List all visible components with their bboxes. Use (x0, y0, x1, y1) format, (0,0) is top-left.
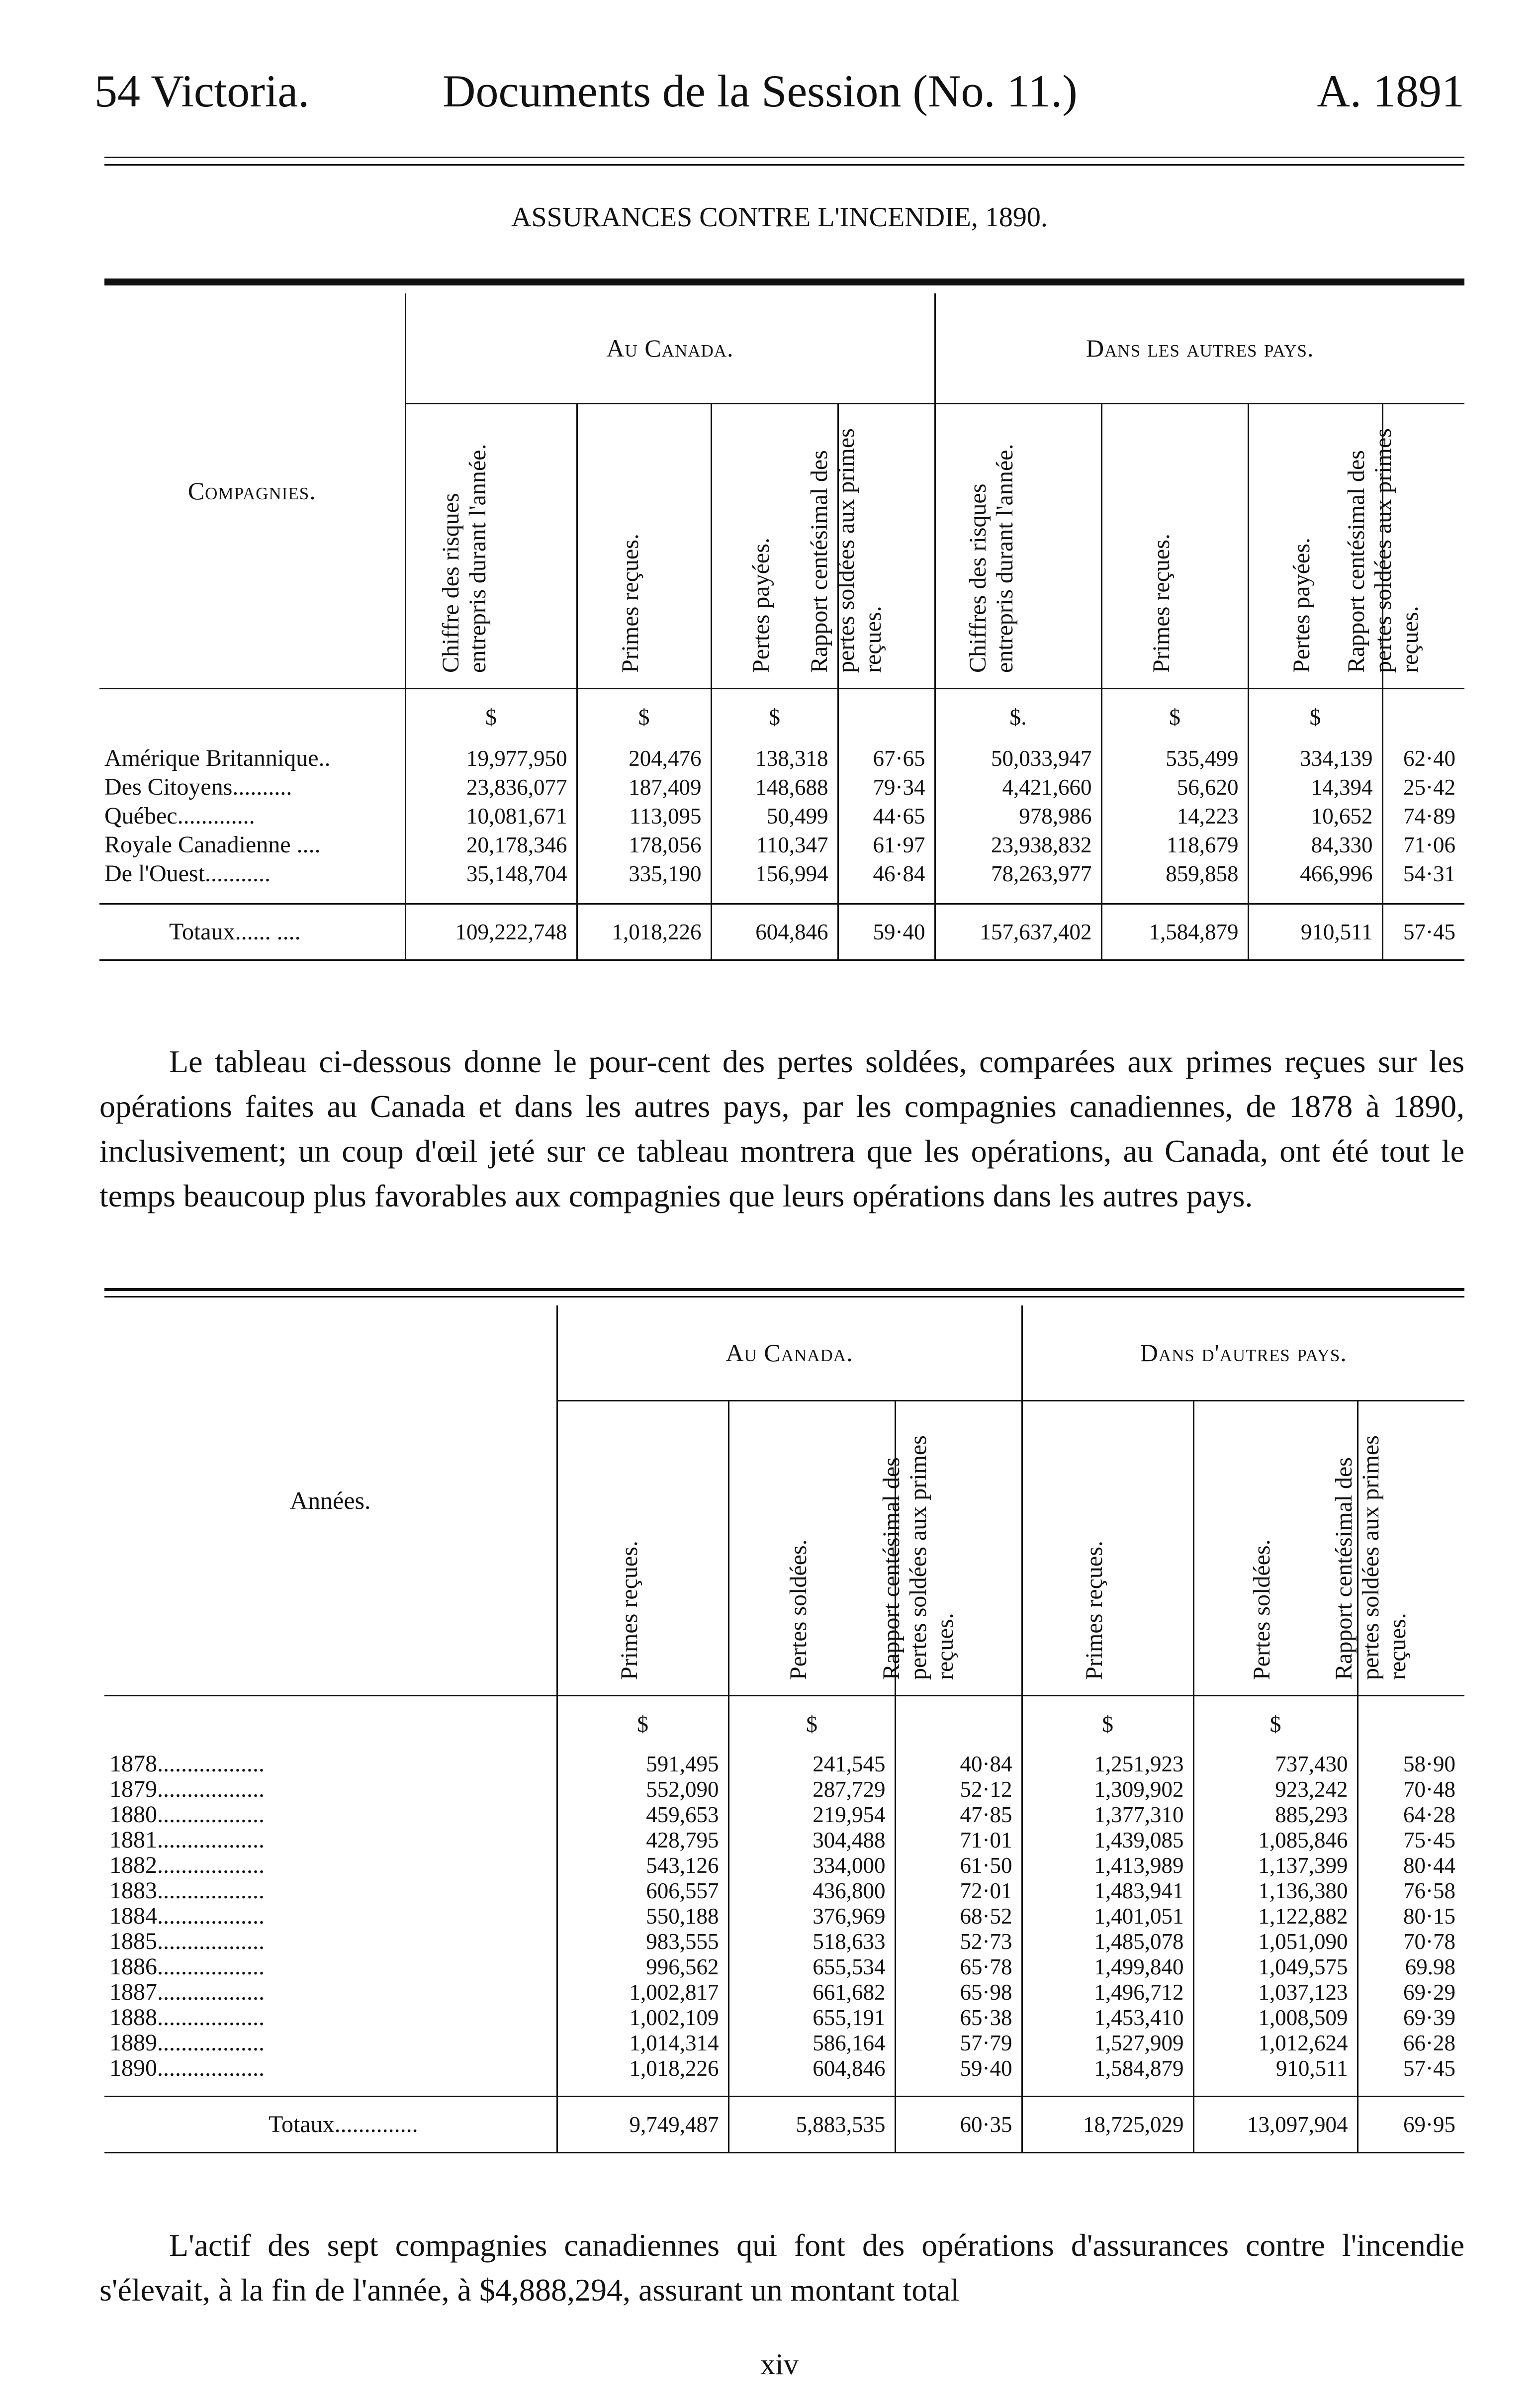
table-cell: 75·45 (1358, 1827, 1464, 1852)
table-cell: 61·97 (838, 831, 935, 859)
table-cell: 1,401,051 (1022, 1903, 1193, 1929)
table-row (99, 773, 1464, 802)
company-name: Amérique Britannique.. (104, 745, 331, 771)
table-cell: 70·48 (1358, 1776, 1464, 1802)
table-cell: 1,413,989 (1022, 1852, 1193, 1878)
table-cell: 550,188 (557, 1903, 728, 1929)
table-cell: 219,954 (728, 1802, 895, 1827)
col-header: Rapport centésimal des pertes soldées aux primes reçues. (1382, 404, 1464, 689)
year-label: 1886.................. (109, 1954, 265, 1979)
table-cell: 459,653 (557, 1802, 728, 1827)
col-header: Pertes payées. (711, 404, 838, 689)
table-cell: 23,836,077 (405, 773, 577, 802)
table-cell: 655,534 (728, 1954, 895, 1979)
table-row (104, 1903, 1464, 1929)
table-cell: 25·42 (1382, 773, 1464, 802)
fire-insurance-table-1890 (99, 293, 1464, 961)
table-cell: 428,795 (557, 1827, 728, 1852)
table-cell: 1,037,123 (1193, 1979, 1358, 2005)
group-au-canada: Au Canada. (405, 293, 935, 404)
table-cell: 84,330 (1248, 831, 1382, 859)
col-header: Chiffres des risques entrepris durant l'année. (935, 404, 1101, 689)
loss-ratio-table-1878-1890 (104, 1305, 1464, 2153)
year-label: 1890.................. (109, 2055, 265, 2081)
table-row (99, 831, 1464, 859)
table-cell: 52·12 (895, 1776, 1022, 1802)
table-row (104, 2055, 1464, 2081)
table-cell: 46·84 (838, 859, 935, 888)
table-cell: 591,495 (557, 1751, 728, 1776)
table-cell: 56,620 (1101, 773, 1248, 802)
table-cell: 57·45 (1358, 2055, 1464, 2081)
table-cell: 996,562 (557, 1954, 728, 1979)
table-cell: 79·34 (838, 773, 935, 802)
table-cell: 604,846 (728, 2055, 895, 2081)
table-cell: 1,377,310 (1022, 1802, 1193, 1827)
table-cell: 148,688 (711, 773, 838, 802)
table-cell: 110,347 (711, 831, 838, 859)
table-cell: 59·40 (895, 2055, 1022, 2081)
closing-paragraph: L'actif des sept compagnies canadiennes qui font des opérations d'assurances contre l'incendie s'élevait, à la fin de l'année, à $4,888,294, assurant un montant total (99, 2227, 1464, 2308)
table-cell: 50,499 (711, 802, 838, 831)
table-cell: 885,293 (1193, 1802, 1358, 1827)
table-cell: 661,682 (728, 1979, 895, 2005)
table1-top-rule (104, 278, 1464, 285)
year-label: 1884.................. (109, 1903, 265, 1929)
table-cell: 71·01 (895, 1827, 1022, 1852)
table-cell: 334,139 (1248, 744, 1382, 773)
table-cell: 1,485,078 (1022, 1929, 1193, 1954)
table-cell: 1,012,624 (1193, 2030, 1358, 2055)
col-header: Rapport centésimal des pertes soldées aux primes reçues. (1358, 1401, 1464, 1696)
table-cell: 52·73 (895, 1929, 1022, 1954)
col-header: Primes reçues. (557, 1401, 728, 1696)
units-row: $ $ $ $ (104, 1696, 1464, 1752)
table-cell: 20,178,346 (405, 831, 577, 859)
year-label: 1887.................. (109, 1979, 265, 2005)
table-row (104, 1827, 1464, 1852)
table-cell: 1,527,909 (1022, 2030, 1193, 2055)
table-cell: 178,056 (577, 831, 711, 859)
table-cell: 69·39 (1358, 2005, 1464, 2030)
table-cell: 1,085,846 (1193, 1827, 1358, 1852)
table-cell: 19,977,950 (405, 744, 577, 773)
table-row (99, 802, 1464, 831)
table-cell: 65·98 (895, 1979, 1022, 2005)
table-cell: 376,969 (728, 1903, 895, 1929)
table-cell: 436,800 (728, 1878, 895, 1903)
table-cell: 68·52 (895, 1903, 1022, 1929)
table-cell: 54·31 (1382, 859, 1464, 888)
table-cell: 67·65 (838, 744, 935, 773)
company-name: Québec............. (104, 803, 255, 829)
table2-top-rule-2 (104, 1296, 1464, 1297)
table-cell: 241,545 (728, 1751, 895, 1776)
table-cell: 58·90 (1358, 1751, 1464, 1776)
col-header: Pertes soldées. (1193, 1401, 1358, 1696)
table-cell: 65·78 (895, 1954, 1022, 1979)
table-cell: 138,318 (711, 744, 838, 773)
table-cell: 78,263,977 (935, 859, 1101, 888)
table-cell: 1,014,314 (557, 2030, 728, 2055)
table-cell: 10,081,671 (405, 802, 577, 831)
col-header: Primes reçues. (1101, 404, 1248, 689)
year-label: 1879.................. (109, 1776, 265, 1802)
table-cell: 1,584,879 (1022, 2055, 1193, 2081)
table-row (99, 744, 1464, 773)
table-cell: 586,164 (728, 2030, 895, 2055)
table-cell: 543,126 (557, 1852, 728, 1878)
col-header: Rapport centésimal des pertes soldées aux primes reçues. (895, 1401, 1022, 1696)
table-cell: 1,496,712 (1022, 1979, 1193, 2005)
table-cell: 74·89 (1382, 802, 1464, 831)
table-row (104, 1954, 1464, 1979)
table-row (104, 2030, 1464, 2055)
totals-row: Totaux...... .... 109,222,748 1,018,226 604,846 59·40 157,637,402 1,584,879 910,511 57·45 (99, 904, 1464, 960)
table-cell: 1,018,226 (557, 2055, 728, 2081)
table-cell: 518,633 (728, 1929, 895, 1954)
table-cell: 1,453,410 (1022, 2005, 1193, 2030)
col-header: Rapport centésimal des pertes soldées aux primes reçues. (838, 404, 935, 689)
table-cell: 40·84 (895, 1751, 1022, 1776)
table-cell: 1,136,380 (1193, 1878, 1358, 1903)
table-cell: 23,938,832 (935, 831, 1101, 859)
totals-row: Totaux.............. 9,749,487 5,883,535 60·35 18,725,029 13,097,904 69·95 (104, 2097, 1464, 2153)
table-cell: 61·50 (895, 1852, 1022, 1878)
year-label: 1880.................. (109, 1802, 265, 1827)
year-label: 1878.................. (109, 1751, 265, 1776)
table-row (104, 1776, 1464, 1802)
table-cell: 1,002,817 (557, 1979, 728, 2005)
table-cell: 304,488 (728, 1827, 895, 1852)
header-year: A. 1891 (1317, 66, 1464, 116)
explanatory-paragraph: Le tableau ci-dessous donne le pour-cent des pertes soldées, comparées aux primes reçues sur les opérations faites au Canada et dans les autres pays, par les compagnies canadiennes, de 1878 à 1890, inclusivement; un coup d'œil jeté sur ce tableau montrera que les opérations, au Canada, ont été tout le temps beaucoup plus favorables aux compagnies que leurs opérations dans les autres pays. (99, 1044, 1464, 1213)
units-row: $ $ $ $. $ $ (99, 689, 1464, 744)
table-row (104, 1852, 1464, 1878)
table-cell: 287,729 (728, 1776, 895, 1802)
table-cell: 1,309,902 (1022, 1776, 1193, 1802)
table-cell: 14,223 (1101, 802, 1248, 831)
table-cell: 35,148,704 (405, 859, 577, 888)
table-cell: 466,996 (1248, 859, 1382, 888)
company-name: Royale Canadienne .... (104, 832, 321, 858)
table-cell: 910,511 (1193, 2055, 1358, 2081)
table-row (104, 1929, 1464, 1954)
table-row (104, 1878, 1464, 1903)
table-cell: 70·78 (1358, 1929, 1464, 1954)
table-cell: 66·28 (1358, 2030, 1464, 2055)
table-cell: 80·15 (1358, 1903, 1464, 1929)
table-cell: 47·85 (895, 1802, 1022, 1827)
table-cell: 1,439,085 (1022, 1827, 1193, 1852)
table-cell: 1,499,840 (1022, 1954, 1193, 1979)
table-cell: 204,476 (577, 744, 711, 773)
year-label: 1888.................. (109, 2005, 265, 2030)
group-autres-pays: Dans les autres pays. (935, 293, 1464, 404)
table-cell: 71·06 (1382, 831, 1464, 859)
table-cell: 69.98 (1358, 1954, 1464, 1979)
table-cell: 606,557 (557, 1878, 728, 1903)
group-autres-pays-2: Dans d'autres pays. (1022, 1305, 1464, 1401)
table-cell: 4,421,660 (935, 773, 1101, 802)
page-folio: xiv (760, 2348, 799, 2381)
table-cell: 64·28 (1358, 1802, 1464, 1827)
table-cell: 118,679 (1101, 831, 1248, 859)
companies-header: Compagnies. (99, 293, 405, 689)
table-cell: 65·38 (895, 2005, 1022, 2030)
table-cell: 655,191 (728, 2005, 895, 2030)
table-cell: 334,000 (728, 1852, 895, 1878)
table-cell: 1,002,109 (557, 2005, 728, 2030)
table-row (104, 1802, 1464, 1827)
year-label: 1881.................. (109, 1827, 265, 1852)
table1-title: ASSURANCES CONTRE L'INCENDIE, 1890. (511, 202, 1048, 233)
header-rule (104, 157, 1464, 158)
col-header: Chiffre des risques entrepris durant l'année. (405, 404, 577, 689)
table-cell: 10,652 (1248, 802, 1382, 831)
table-cell: 50,033,947 (935, 744, 1101, 773)
table-cell: 1,049,575 (1193, 1954, 1358, 1979)
company-name: Des Citoyens.......... (104, 774, 292, 800)
col-header: Primes reçues. (1022, 1401, 1193, 1696)
table-cell: 1,137,399 (1193, 1852, 1358, 1878)
table-cell: 76·58 (1358, 1878, 1464, 1903)
table-row (104, 1751, 1464, 1776)
table2-top-rule (104, 1288, 1464, 1291)
table-row (104, 1979, 1464, 2005)
table-cell: 113,095 (577, 802, 711, 831)
table-cell: 737,430 (1193, 1751, 1358, 1776)
table-cell: 14,394 (1248, 773, 1382, 802)
table-cell: 62·40 (1382, 744, 1464, 773)
table-row (104, 2005, 1464, 2030)
table-cell: 1,483,941 (1022, 1878, 1193, 1903)
header-documents: Documents de la Session (No. 11.) (443, 66, 1078, 116)
table-cell: 978,986 (935, 802, 1101, 831)
year-label: 1883.................. (109, 1878, 265, 1903)
header-rule-2 (104, 164, 1464, 166)
col-header: Pertes soldées. (728, 1401, 895, 1696)
table-cell: 69·29 (1358, 1979, 1464, 2005)
table-cell: 1,251,923 (1022, 1751, 1193, 1776)
company-name: De l'Ouest........... (104, 860, 271, 887)
table-cell: 80·44 (1358, 1852, 1464, 1878)
table-cell: 335,190 (577, 859, 711, 888)
table-cell: 923,242 (1193, 1776, 1358, 1802)
table-cell: 535,499 (1101, 744, 1248, 773)
table-cell: 156,994 (711, 859, 838, 888)
table-cell: 72·01 (895, 1878, 1022, 1903)
table-cell: 1,122,882 (1193, 1903, 1358, 1929)
col-header: Pertes payées. (1248, 404, 1382, 689)
group-au-canada-2: Au Canada. (557, 1305, 1022, 1401)
table-cell: 552,090 (557, 1776, 728, 1802)
table-cell: 1,051,090 (1193, 1929, 1358, 1954)
year-label: 1882.................. (109, 1852, 265, 1878)
header-session: 54 Victoria. (94, 66, 310, 116)
years-header: Années. (104, 1305, 557, 1696)
table-cell: 44·65 (838, 802, 935, 831)
table-cell: 859,858 (1101, 859, 1248, 888)
col-header: Primes reçues. (577, 404, 711, 689)
table-cell: 1,008,509 (1193, 2005, 1358, 2030)
table-cell: 57·79 (895, 2030, 1022, 2055)
table-cell: 187,409 (577, 773, 711, 802)
year-label: 1889.................. (109, 2030, 265, 2055)
year-label: 1885.................. (109, 1929, 265, 1954)
table-row (99, 859, 1464, 888)
running-header (94, 65, 1464, 119)
table-cell: 983,555 (557, 1929, 728, 1954)
